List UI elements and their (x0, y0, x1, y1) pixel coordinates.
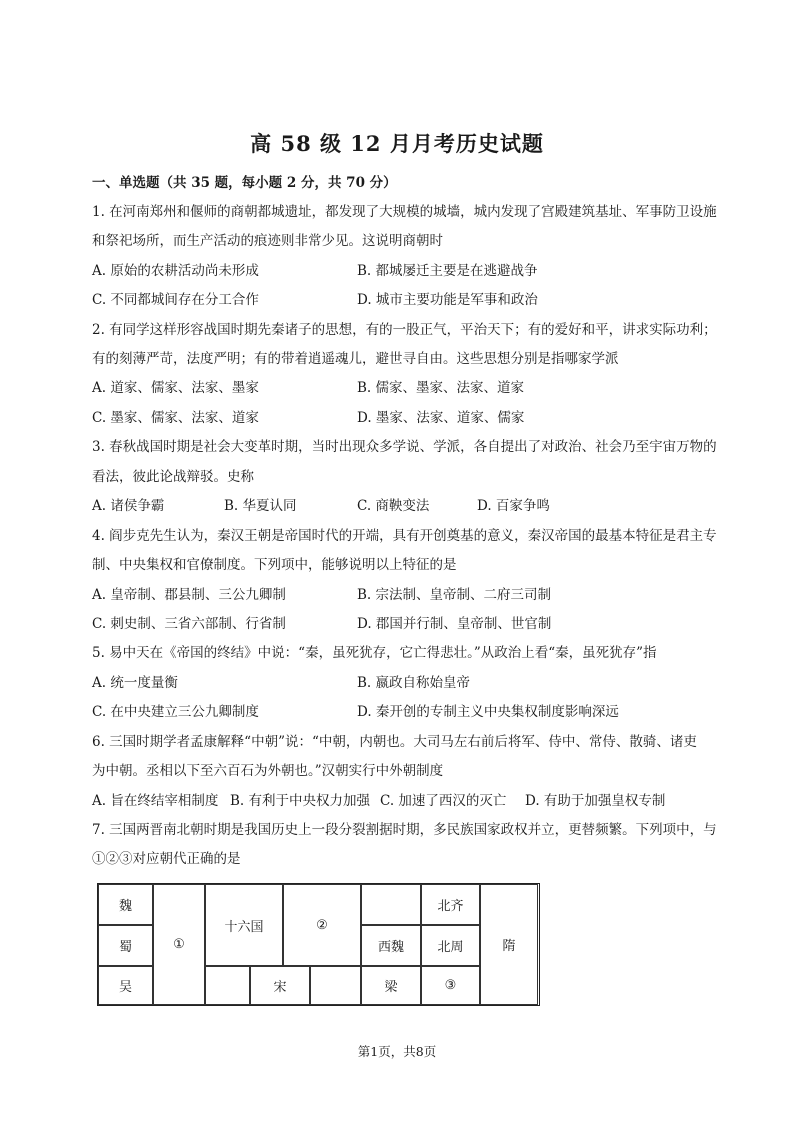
cell-blank-1: ① (153, 884, 205, 1005)
page-footer: 第1页，共8页 (357, 1044, 437, 1059)
question-6-option-b: B. 有利于中央权力加强 (230, 793, 371, 809)
question-6-option-c: C. 加速了西汉的灭亡 (380, 793, 507, 809)
question-3-stem-line: 看法，彼此论战辩驳。史称 (92, 469, 254, 485)
question-5-option-a: A. 统一度量衡 (92, 675, 178, 691)
cell-blank-2: ② (283, 884, 361, 966)
question-1-option-a: A. 原始的农耕活动尚未形成 (92, 263, 259, 279)
question-2-stem-line: 2. 有同学这样形容战国时期先秦诸子的思想，有的一股正气，平治天下；有的爱好和平，讲求实际功利； (92, 322, 717, 338)
question-5-stem-line: 5. 易中天在《帝国的终结》中说：“秦，虽死犹存，它亡得悲壮。”从政治上看“秦，虽死犹存”指 (92, 645, 657, 661)
cell-blank-3: ③ (421, 966, 480, 1005)
question-3-option-a: A. 诸侯争霸 (92, 498, 165, 514)
question-4-stem-line: 4. 阎步克先生认为，秦汉王朝是帝国时代的开端，具有开创奠基的意义，秦汉帝国的最基本特征是君主专 (92, 528, 717, 544)
question-4-option-d: D. 郡国并行制、皇帝制、世官制 (357, 616, 552, 632)
question-5-option-d: D. 秦开创的专制主义中央集权制度影响深远 (357, 704, 619, 720)
question-6-stem-line: 6. 三国时期学者孟康解释“中朝”说：“中朝，内朝也。大司马左右前后将军、侍中、常侍、散骑、诸吏 (92, 734, 697, 750)
cell-sui: 隋 (480, 884, 538, 1005)
cell-song: 宋 (250, 966, 310, 1005)
cell-liang: 梁 (361, 966, 421, 1005)
question-7-stem-line: ①②③对应朝代正确的是 (92, 851, 241, 867)
question-2-option-c: C. 墨家、儒家、法家、道家 (92, 410, 259, 426)
cell-wei: 魏 (98, 884, 153, 925)
question-3-option-b: B. 华夏认同 (224, 498, 297, 514)
question-4-option-b: B. 宗法制、皇帝制、二府三司制 (357, 587, 552, 603)
cell-shu: 蜀 (98, 925, 153, 966)
question-6-option-d: D. 有助于加强皇权专制 (525, 793, 666, 809)
question-1-stem-line: 和祭祀场所，而生产活动的痕迹则非常少见。这说明商朝时 (92, 233, 443, 249)
question-4-option-a: A. 皇帝制、郡县制、三公九卿制 (92, 587, 286, 603)
question-3-option-c: C. 商鞅变法 (357, 498, 430, 514)
cell-beiqi: 北齐 (421, 884, 480, 925)
cell-wu: 吴 (98, 966, 153, 1005)
page-title: 高 58 级 12 月月考历史试题 (250, 131, 544, 156)
question-4-stem-line: 制、中央集权和官僚制度。下列项中，能够说明以上特征的是 (92, 557, 457, 573)
cell-beizhou: 北周 (421, 925, 480, 966)
question-7-stem-line: 7. 三国两晋南北朝时期是我国历史上一段分裂割据时期，多民族国家政权并立，更替频繁。下列项中，与 (92, 822, 717, 838)
question-2-option-d: D. 墨家、法家、道家、儒家 (357, 410, 525, 426)
question-5-option-b: B. 嬴政自称始皇帝 (357, 675, 471, 691)
cell-empty (205, 966, 250, 1005)
question-4-option-c: C. 刺史制、三省六部制、行省制 (92, 616, 286, 632)
question-3-option-d: D. 百家争鸣 (477, 498, 550, 514)
question-5-option-c: C. 在中央建立三公九卿制度 (92, 704, 259, 720)
question-1-option-d: D. 城市主要功能是军事和政治 (357, 292, 538, 308)
section-heading: 一、单选题（共 35 题，每小题 2 分，共 70 分） (92, 175, 397, 191)
cell-empty (310, 966, 361, 1005)
cell-xiwei: 西魏 (361, 925, 421, 966)
question-2-option-a: A. 道家、儒家、法家、墨家 (92, 380, 259, 396)
question-2-stem-line: 有的刻薄严苛，法度严明；有的带着逍遥魂儿，避世寻自由。这些思想分别是指哪家学派 (92, 351, 619, 367)
question-6-stem-line: 为中朝。丞相以下至六百石为外朝也。”汉朝实行中外朝制度 (92, 763, 444, 779)
question-3-stem-line: 3. 春秋战国时期是社会大变革时期，当时出现众多学说、学派，各自提出了对政治、社会乃至宇宙万物的 (92, 439, 717, 455)
question-1-option-b: B. 都城屡迁主要是在逃避战争 (357, 263, 538, 279)
question-1-stem-line: 1. 在河南郑州和偃师的商朝都城遗址，都发现了大规模的城墙，城内发现了宫殿建筑基址、军事防卫设施 (92, 204, 717, 220)
question-2-option-b: B. 儒家、墨家、法家、道家 (357, 380, 525, 396)
question-1-option-c: C. 不同都城间存在分工合作 (92, 292, 259, 308)
dynasty-table (97, 883, 540, 1006)
cell-empty (361, 884, 421, 925)
cell-sixteen-kingdoms: 十六国 (205, 884, 283, 966)
question-6-option-a: A. 旨在终结宰相制度 (92, 793, 219, 809)
